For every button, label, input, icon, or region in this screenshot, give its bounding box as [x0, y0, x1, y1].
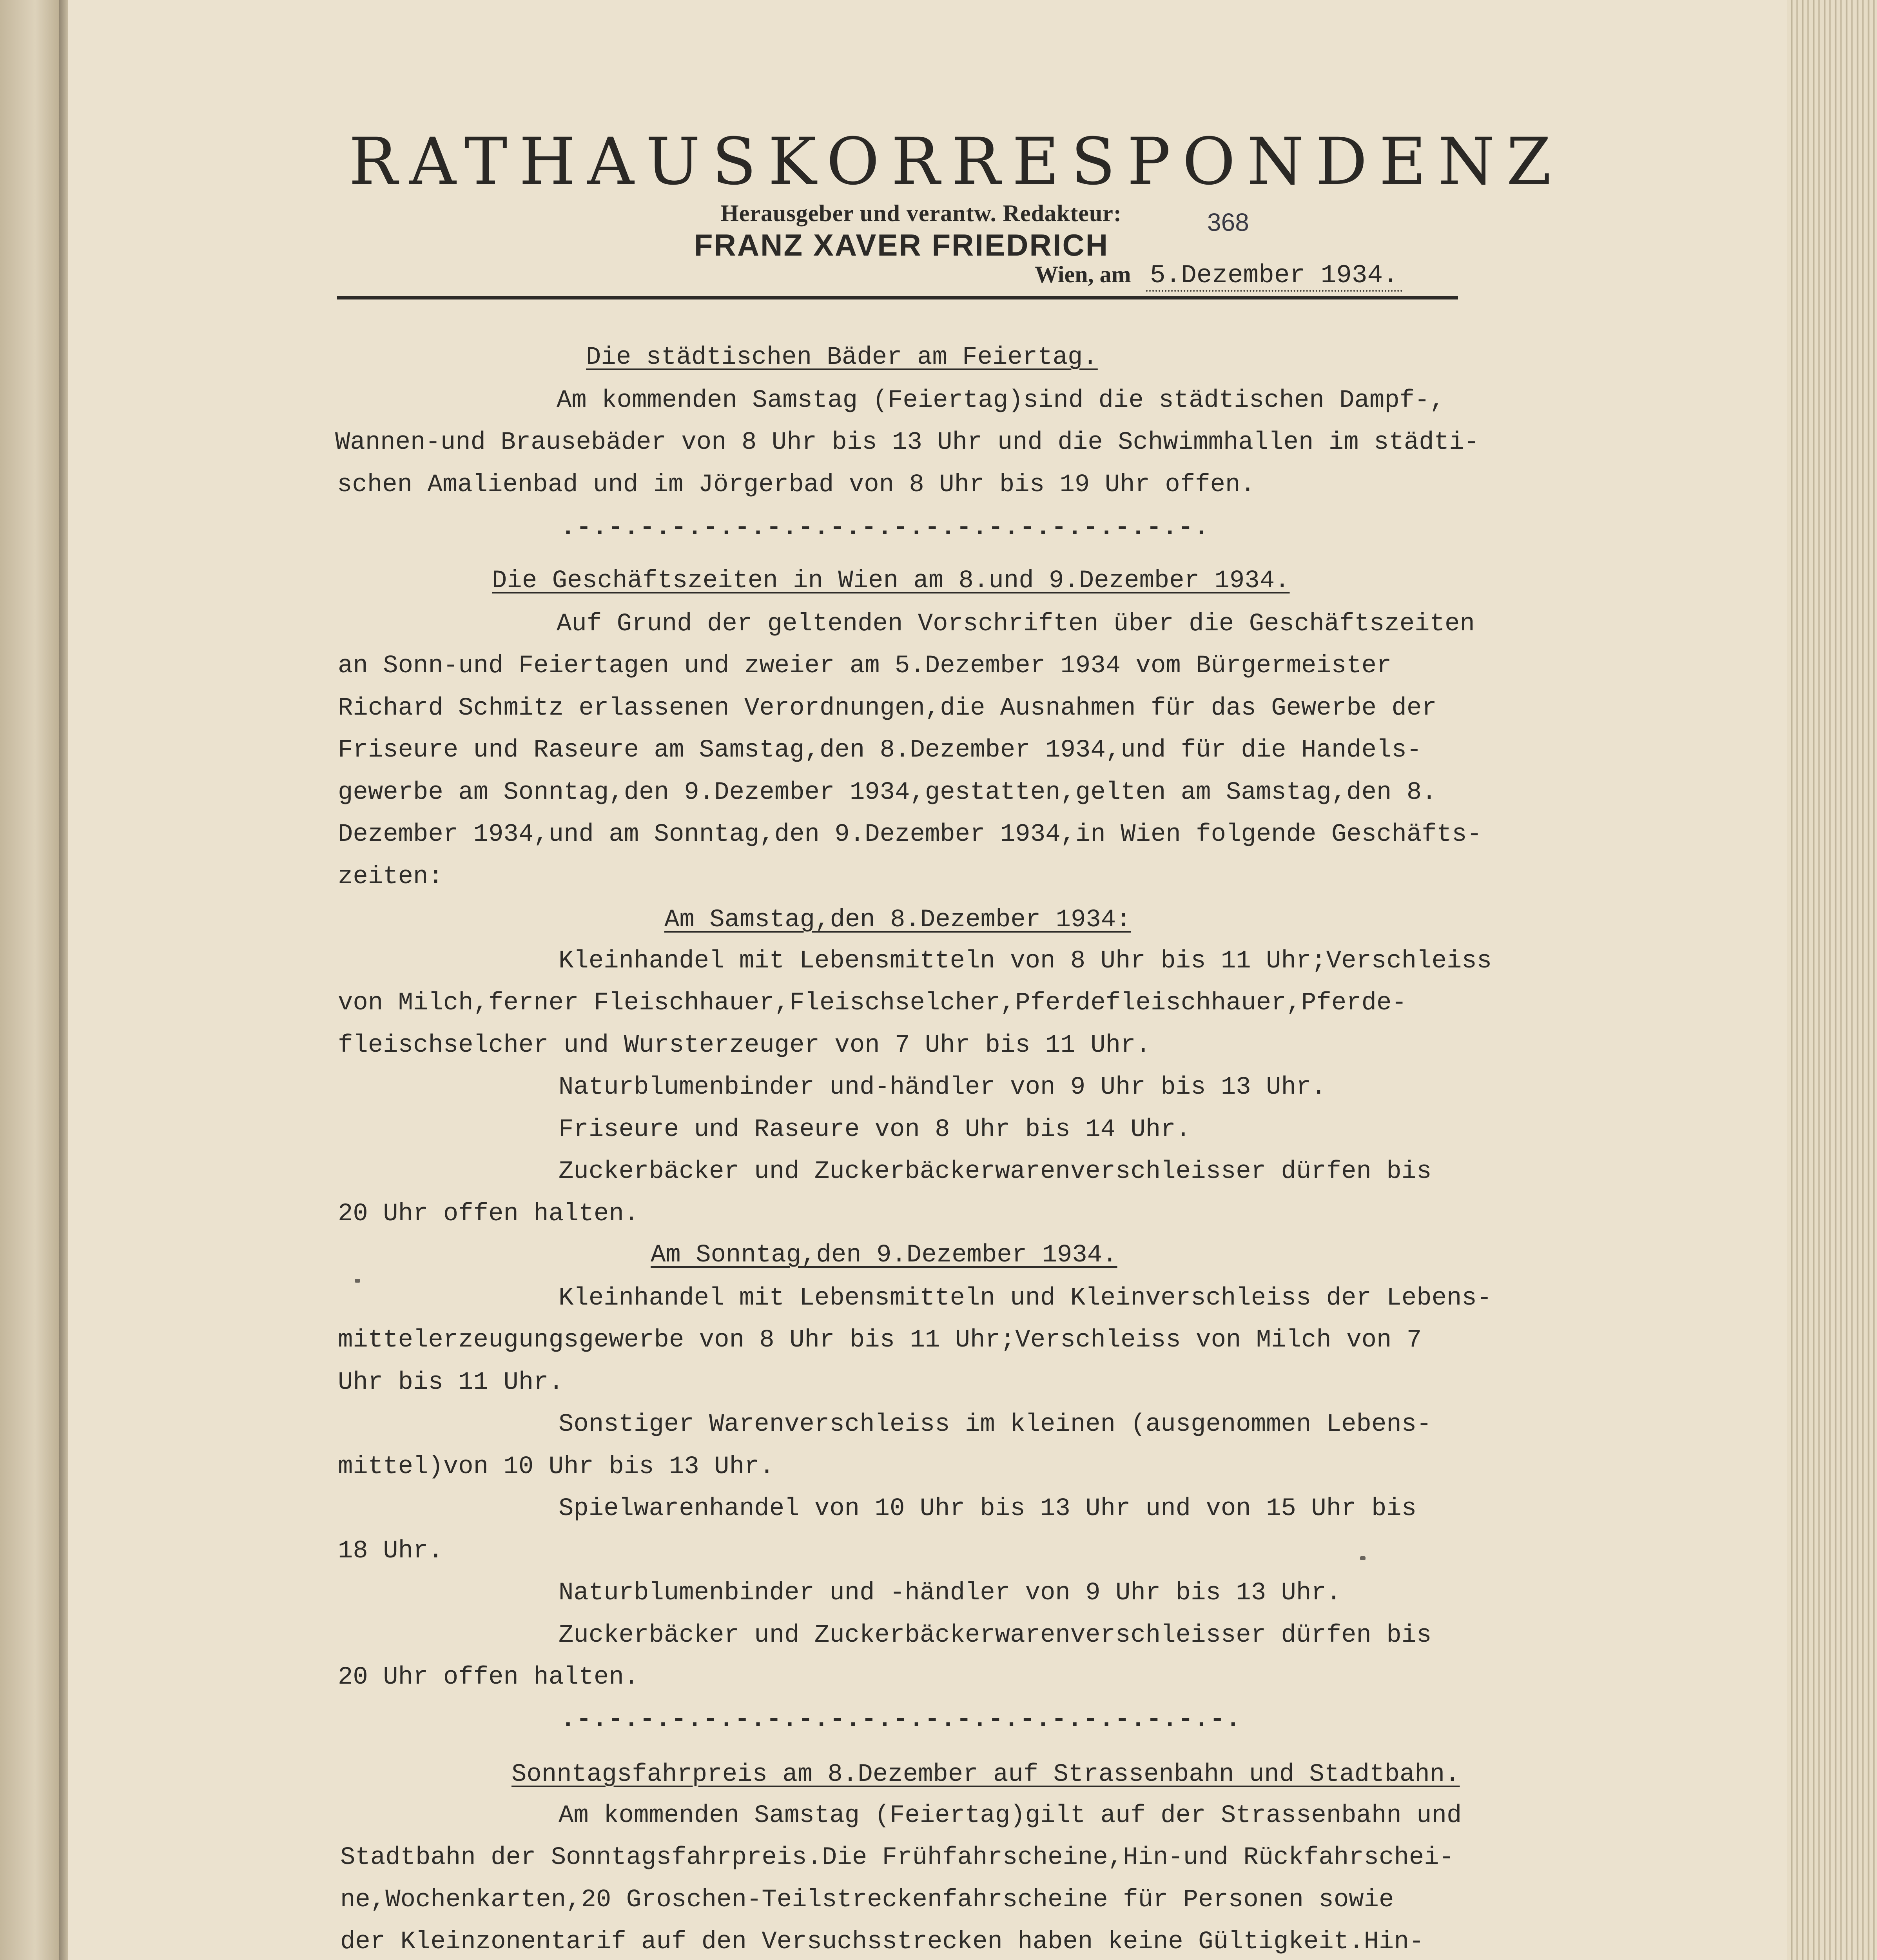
article-line: 20 Uhr offen halten. [338, 1200, 639, 1228]
article-line: Naturblumenbinder und-händler von 9 Uhr bis 13 Uhr. [559, 1073, 1326, 1102]
article-line: Uhr bis 11 Uhr. [338, 1368, 564, 1397]
article-line: 18 Uhr. [338, 1537, 443, 1565]
article-heading: Sonntagsfahrpreis am 8.Dezember auf Strassenbahn und Stadtbahn. [511, 1760, 1460, 1789]
article-line: Auf Grund der geltenden Vorschriften über die Geschäftszeiten [557, 610, 1475, 638]
publisher-name: FRANZ XAVER FRIEDRICH [694, 228, 1109, 262]
article-line: gewerbe am Sonntag,den 9.Dezember 1934,gestatten,gelten am Samstag,den 8. [338, 779, 1437, 807]
article-line: schen Amalienbad und im Jörgerbad von 8 Uhr bis 19 Uhr offen. [337, 471, 1255, 499]
article-line: Wannen-und Brausebäder von 8 Uhr bis 13 Uhr und die Schwimmhallen im städti- [335, 428, 1479, 457]
ink-speck [1360, 1556, 1366, 1560]
ink-speck [355, 1279, 360, 1283]
article-line: ne,Wochenkarten,20 Groschen-Teilstreckenfahrscheine für Personen sowie [340, 1886, 1394, 1914]
article-line: mittelerzeugungsgewerbe von 8 Uhr bis 11 Uhr;Verschleiss von Milch von 7 [338, 1326, 1422, 1354]
article-line: Am kommenden Samstag (Feiertag)gilt auf der Strassenbahn und [559, 1802, 1462, 1830]
masthead-title: RATHAUSKORRESPONDENZ [349, 124, 1563, 199]
issue-date: 5.Dezember 1934. [1146, 261, 1402, 292]
article-line: Dezember 1934,und am Sonntag,den 9.Dezember 1934,in Wien folgende Geschäfts- [338, 820, 1482, 849]
article-line: Naturblumenbinder und -händler von 9 Uhr bis 13 Uhr. [559, 1579, 1342, 1607]
publisher-label: Herausgeber und verantw. Redakteur: [720, 200, 1122, 226]
article-line: 20 Uhr offen halten. [338, 1663, 639, 1691]
subsection-heading: Am Samstag,den 8.Dezember 1934: [664, 906, 1131, 934]
masthead-rule [337, 296, 1458, 299]
article-heading: Die Geschäftszeiten in Wien am 8.und 9.Dezember 1934. [492, 567, 1290, 595]
article-line: mittel)von 10 Uhr bis 13 Uhr. [338, 1453, 774, 1481]
article-line: Am kommenden Samstag (Feiertag)sind die städtischen Dampf-, [557, 387, 1445, 415]
article-line: Kleinhandel mit Lebensmitteln und Kleinverschleiss der Lebens- [559, 1284, 1492, 1312]
article-line: Sonstiger Warenverschleiss im kleinen (ausgenommen Lebens- [559, 1410, 1432, 1439]
article-line: Spielwarenhandel von 10 Uhr bis 13 Uhr und von 15 Uhr bis [559, 1495, 1417, 1523]
issue-number: 368 [1207, 208, 1249, 236]
article-line: Richard Schmitz erlassenen Verordnungen,die Ausnahmen für das Gewerbe der [338, 694, 1437, 722]
book-gutter [59, 0, 68, 1960]
document-page [68, 0, 1832, 1960]
article-separator: .-.-.-.-.-.-.-.-.-.-.-.-.-.-.-.-.-.-.-.-.-. [560, 1706, 1242, 1734]
article-line: Stadtbahn der Sonntagsfahrpreis.Die Frühfahrscheine,Hin-und Rückfahrschei- [340, 1844, 1454, 1872]
page-stack-edges [1787, 0, 1877, 1960]
article-heading: Die städtischen Bäder am Feiertag. [586, 343, 1098, 372]
facing-page-edge [0, 0, 59, 1960]
article-line: Zuckerbäcker und Zuckerbäckerwarenverschleisser dürfen bis [559, 1158, 1432, 1186]
article-line: fleischselcher und Wursterzeuger von 7 Uhr bis 11 Uhr. [338, 1031, 1151, 1060]
article-line: der Kleinzonentarif auf den Versuchsstrecken haben keine Gültigkeit.Hin- [340, 1928, 1424, 1956]
article-line: Friseure und Raseure von 8 Uhr bis 14 Uhr. [559, 1116, 1191, 1144]
article-line: zeiten: [338, 863, 443, 891]
article-line: von Milch,ferner Fleischhauer,Fleischselcher,Pferdefleischhauer,Pferde- [338, 989, 1407, 1017]
article-separator: .-.-.-.-.-.-.-.-.-.-.-.-.-.-.-.-.-.-.-.-. [560, 514, 1210, 542]
place-date-line [1035, 261, 1466, 290]
place-date-label: Wien, am [1035, 261, 1131, 287]
article-line: an Sonn-und Feiertagen und zweier am 5.Dezember 1934 vom Bürgermeister [338, 652, 1392, 680]
article-line: Kleinhandel mit Lebensmitteln von 8 Uhr bis 11 Uhr;Verschleiss [559, 947, 1492, 975]
article-line: Friseure und Raseure am Samstag,den 8.Dezember 1934,und für die Handels- [338, 736, 1422, 764]
subsection-heading: Am Sonntag,den 9.Dezember 1934. [651, 1241, 1117, 1269]
article-line: Zuckerbäcker und Zuckerbäckerwarenverschleisser dürfen bis [559, 1621, 1432, 1650]
